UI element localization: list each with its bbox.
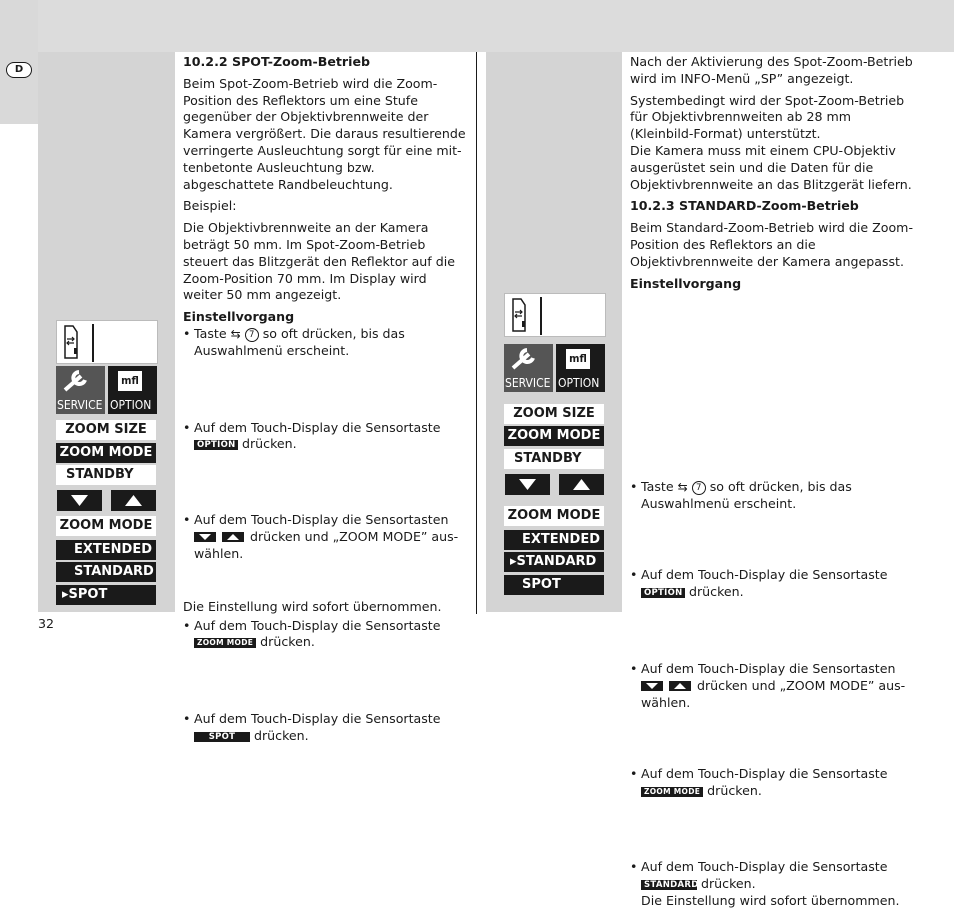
right-step-5 — [630, 859, 913, 909]
zoom-size-row[interactable]: ZOOM SIZE — [504, 404, 604, 424]
right-step-3 — [630, 661, 925, 711]
step-text: Auf dem Touch-Display die Sensortasten — [641, 660, 896, 676]
standard-option-selected[interactable] — [504, 552, 604, 572]
spot-key-label: SPOT — [194, 732, 250, 742]
option-label: OPTION — [558, 376, 600, 390]
service-button[interactable] — [504, 344, 553, 392]
wrench-icon — [59, 368, 103, 398]
flash-zoom-icon — [59, 322, 99, 362]
standard-key-label: STANDARD — [641, 880, 697, 890]
left-step-2 — [183, 420, 466, 454]
service-button[interactable] — [56, 366, 105, 414]
zoom-mode-header: ZOOM MODE — [56, 516, 156, 536]
wrench-icon — [507, 346, 551, 376]
key-number-badge: 7 — [692, 481, 706, 495]
step-text: Taste — [641, 478, 674, 494]
left-text-top — [183, 54, 467, 331]
zoom-mode-key-label: ZOOM MODE — [641, 787, 703, 797]
step-text: so oft drücken, bis das Auswahlmenü erscheint. — [641, 478, 852, 511]
step-text: drücken. — [242, 436, 297, 452]
down-arrow-button[interactable] — [57, 490, 102, 511]
zoom-size-row[interactable]: ZOOM SIZE — [56, 420, 156, 440]
mfl-icon: mfl — [118, 371, 142, 391]
standard-option[interactable]: STANDARD — [56, 562, 156, 582]
option-button[interactable] — [108, 366, 157, 414]
down-arrow-button[interactable] — [505, 474, 550, 495]
step-text: drücken und „ZOOM MODE” aus-wählen. — [194, 528, 459, 561]
step-text: Auf dem Touch-Display die Sensortasten — [194, 512, 449, 528]
step-text: so oft drücken, bis das Auswahlmenü erscheint. — [194, 326, 405, 358]
down-arrow-icon — [57, 490, 102, 511]
flash-mode-icon-box — [504, 293, 606, 337]
left-heading-procedure: Einstellvorgang — [183, 309, 295, 325]
service-label: SERVICE — [57, 398, 103, 412]
zoom-mode-header: ZOOM MODE — [504, 506, 604, 526]
extended-option[interactable]: EXTENDED — [56, 540, 156, 560]
left-step-3 — [183, 512, 478, 562]
up-key-icon — [222, 532, 244, 542]
left-step-1 — [183, 326, 466, 360]
right-final-note: Die Einstellung wird sofort übernommen. — [641, 892, 900, 908]
spot-option-selected[interactable] — [56, 585, 156, 605]
option-key-label: OPTION — [641, 588, 685, 598]
step-text: drücken. — [689, 584, 744, 600]
mfl-icon: mfl — [566, 349, 590, 369]
left-final-note: Die Einstellung wird sofort übernommen. — [183, 599, 442, 614]
spot-option-label: SPOT — [68, 587, 108, 602]
step-text: Auf dem Touch-Display die Sensortaste — [194, 617, 441, 633]
up-arrow-icon — [111, 490, 156, 511]
left-paragraph-2: Beispiel: — [183, 198, 237, 214]
left-step-5 — [183, 711, 466, 745]
step-text: drücken. — [701, 875, 756, 891]
step-text: Auf dem Touch-Display die Sensortaste — [641, 766, 888, 782]
language-badge: D — [6, 62, 32, 78]
zoom-mode-row[interactable]: ZOOM MODE — [56, 443, 156, 463]
left-step-4 — [183, 618, 466, 652]
step-text: Taste — [194, 326, 227, 341]
step-text: Auf dem Touch-Display die Sensortaste — [641, 858, 888, 874]
option-label: OPTION — [110, 398, 152, 412]
right-text-top — [630, 54, 915, 297]
down-key-icon — [194, 532, 216, 542]
right-step-1 — [630, 479, 913, 513]
up-key-icon — [669, 681, 691, 691]
up-arrow-button[interactable] — [559, 474, 604, 495]
flash-mode-icon-box — [56, 320, 158, 364]
up-arrow-button[interactable] — [111, 490, 156, 511]
selection-marker-icon: ▸ — [510, 554, 517, 569]
arrows-swap-icon: ⇆ — [230, 327, 241, 341]
flash-zoom-icon — [507, 295, 547, 335]
up-arrow-icon — [559, 474, 604, 495]
standby-row[interactable]: STANDBY — [56, 465, 156, 485]
selection-marker-icon: ▸ — [62, 587, 69, 602]
right-paragraph-2: Systembedingt wird der Spot-Zoom-Betrieb für Objektivbrennweiten ab 28 mm (Kleinbild-Format) unterstützt. — [630, 92, 905, 142]
step-text: drücken. — [254, 727, 309, 743]
service-label: SERVICE — [505, 376, 551, 390]
right-step-4 — [630, 766, 913, 800]
left-paragraph-1: Beim Spot-Zoom-Betrieb wird die Zoom-Position des Reflektors um eine Stufe gegenüber der Objektivbrennweite der Kamera vergrößert. Die daraus resultierende verringerte Ausleuchtung sorgt für eine mit-tenbetonte Ausleuchtung bzw. abgeschattete Randbeleuchtung. — [183, 75, 466, 192]
step-text: drücken und „ZOOM MODE” aus-wählen. — [641, 677, 906, 710]
step-text: drücken. — [707, 783, 762, 799]
extended-option[interactable]: EXTENDED — [504, 530, 604, 550]
step-text: Auf dem Touch-Display die Sensortaste — [194, 711, 441, 727]
right-paragraph-3: Die Kamera muss mit einem CPU-Objektiv ausgerüstet sein und die Daten für die Objektivbrennweite an das Blitzgerät liefern. — [630, 142, 912, 192]
left-paragraph-3: Die Objektivbrennweite an der Kamera beträgt 50 mm. Im Spot-Zoom-Betrieb steuert das Blitzgerät den Reflektor auf die Zoom-Position 70 mm. Im Display wird weiter 50 mm angezeigt. — [183, 220, 455, 303]
down-key-icon — [641, 681, 663, 691]
section-title-standard: 10.2.3 STANDARD-Zoom-Betrieb — [630, 198, 859, 214]
key-number-badge: 7 — [245, 328, 259, 342]
step-text: drücken. — [260, 634, 315, 650]
down-arrow-icon — [505, 474, 550, 495]
page-number: 32 — [38, 616, 55, 631]
spot-option[interactable]: SPOT — [504, 575, 604, 595]
right-step-2 — [630, 567, 913, 601]
arrows-swap-icon: ⇆ — [677, 479, 688, 494]
standard-option-label: STANDARD — [516, 554, 597, 569]
section-title-spot: 10.2.2 SPOT-Zoom-Betrieb — [183, 54, 371, 69]
step-text: Auf dem Touch-Display die Sensortaste — [641, 567, 888, 583]
step-text: Auf dem Touch-Display die Sensortaste — [194, 419, 441, 435]
right-heading-procedure: Einstellvorgang — [630, 275, 742, 291]
option-key-label: OPTION — [194, 440, 238, 450]
right-paragraph-4: Beim Standard-Zoom-Betrieb wird die Zoom-Position des Reflektors an die Objektivbrennweite der Kamera angepasst. — [630, 220, 913, 269]
top-band — [38, 0, 954, 52]
standby-row[interactable]: STANDBY — [504, 449, 604, 469]
zoom-mode-row[interactable]: ZOOM MODE — [504, 426, 604, 446]
option-button[interactable] — [556, 344, 605, 392]
zoom-mode-key-label: ZOOM MODE — [194, 638, 256, 648]
right-paragraph-1: Nach der Aktivierung des Spot-Zoom-Betrieb wird im INFO-Menü „SP” angezeigt. — [630, 54, 913, 86]
